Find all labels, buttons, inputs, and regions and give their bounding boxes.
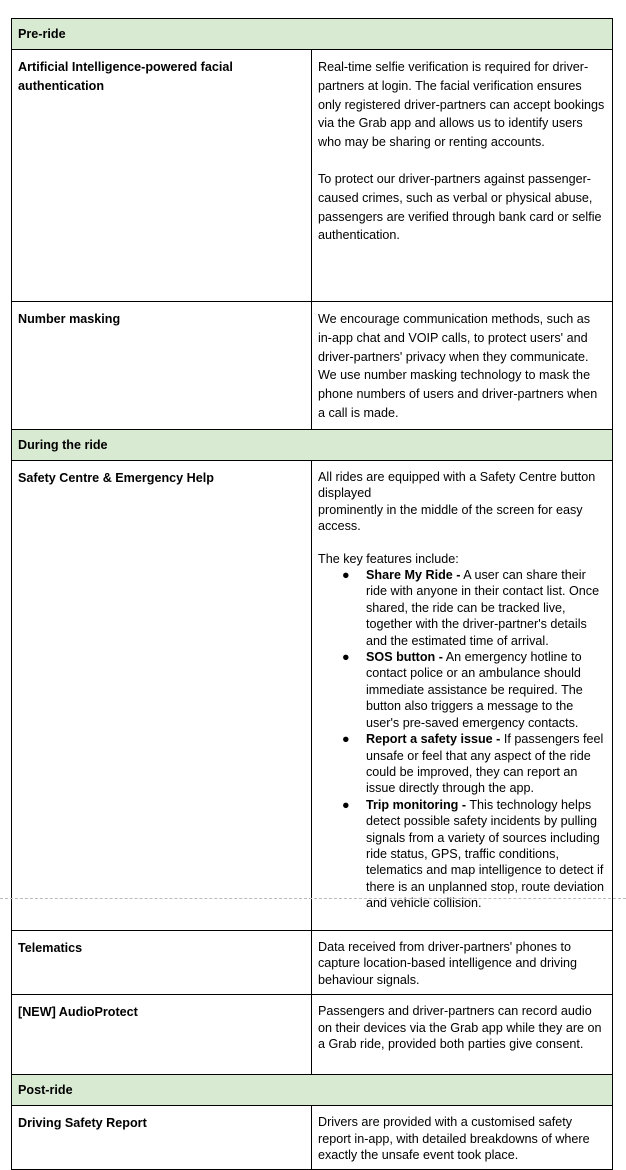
- section-header-during-ride: [12, 430, 613, 461]
- feature-description: [312, 1106, 613, 1170]
- feature-description: [312, 302, 613, 430]
- table-row-driving-safety-report: [12, 1106, 613, 1170]
- feature-label: Driving Safety Report: [12, 1106, 312, 1170]
- list-item-sos-button: [342, 649, 606, 731]
- table-row-telematics: [12, 931, 613, 995]
- description-paragraph: We encourage communication methods, such as in-app chat and VOIP calls, to protect users' and driver-partners' privacy when they communicate. We use number masking technology to mask the phone numbers of users and driver-partners when a call is made.: [318, 312, 598, 420]
- feature-description: [312, 931, 613, 995]
- feature-item-title: Report a safety issue -: [366, 732, 501, 747]
- table-row-facial-authentication: [12, 50, 613, 302]
- description-paragraph: Real-time selfie verification is required for driver-partners at login. The facial verification ensures only registered driver-partners can accept bookings via the Grab app and allows us to identify users who may be sharing or renting accounts.: [318, 60, 605, 150]
- page-break-divider: [0, 898, 626, 899]
- section-header-pre-ride: [12, 19, 613, 50]
- description-paragraph: Data received from driver-partners' phones to capture location-based intelligence and driving behaviour signals.: [318, 940, 578, 987]
- feature-item-title: Share My Ride -: [366, 568, 461, 583]
- bullet-icon: ●: [342, 732, 350, 747]
- safety-features-table: [11, 18, 613, 1170]
- feature-label: [NEW] AudioProtect: [12, 995, 312, 1075]
- description-line: prominently in the middle of the screen for easy access.: [318, 502, 583, 534]
- bullet-icon: ●: [342, 568, 350, 583]
- feature-label: Telematics: [12, 931, 312, 995]
- description-paragraph: Drivers are provided with a customised safety report in-app, with detailed breakdowns of where exactly the unsafe event took place.: [318, 1115, 590, 1163]
- feature-label: Safety Centre & Emergency Help: [12, 461, 312, 931]
- feature-item-text: This technology helps detect possible safety incidents by pulling signals from a variety of sources including ride status, GPS, traffic conditions, telematics and map intelligence to detect if there is an unplanned stop, route deviation and vehicle collision.: [366, 797, 605, 911]
- feature-item-text: An emergency hotline to contact police or an ambulance should immediate assistance be required. The button also triggers a message to the user's pre-saved emergency contacts.: [366, 650, 583, 730]
- feature-label: Artificial Intelligence-powered facial authentication: [12, 50, 312, 302]
- table-row-audioprotect: [12, 995, 613, 1075]
- feature-description: [312, 50, 613, 302]
- section-title: Pre-ride: [12, 19, 613, 50]
- feature-label: Number masking: [12, 302, 312, 430]
- description-paragraph: Passengers and driver-partners can record audio on their devices via the Grab app while they are on a Grab ride, provided both parties give consent.: [318, 1004, 602, 1052]
- table-row-number-masking: [12, 302, 613, 430]
- bullet-icon: ●: [342, 650, 350, 665]
- description-line: All rides are equipped with a Safety Centre button displayed: [318, 470, 596, 501]
- feature-item-title: SOS button -: [366, 650, 443, 665]
- feature-item-text: If passengers feel unsafe or feel that any aspect of the ride could be improved, they can report an issue directly through the app.: [366, 732, 604, 796]
- list-item-trip-monitoring: [342, 797, 606, 912]
- feature-description: [312, 461, 613, 931]
- features-intro: The key features include:: [318, 551, 459, 566]
- feature-item-text: A user can share their ride with anyone in their contact list. Once shared, the ride can be tracked live, together with the driver-partner's details and the estimated time of arrival.: [366, 568, 600, 648]
- section-header-post-ride: [12, 1075, 613, 1106]
- table-row-safety-centre: [12, 461, 613, 931]
- feature-description: [312, 995, 613, 1075]
- description-paragraph: To protect our driver-partners against passenger-caused crimes, such as verbal or physical abuse, passengers are verified through bank card or selfie authentication.: [318, 171, 602, 243]
- bullet-icon: ●: [342, 797, 350, 812]
- feature-item-title: Trip monitoring -: [366, 797, 467, 812]
- section-title: During the ride: [12, 430, 613, 461]
- list-item-share-my-ride: [342, 567, 606, 649]
- feature-list: [318, 567, 606, 912]
- list-item-report-safety-issue: [342, 731, 606, 797]
- section-title: Post-ride: [12, 1075, 613, 1106]
